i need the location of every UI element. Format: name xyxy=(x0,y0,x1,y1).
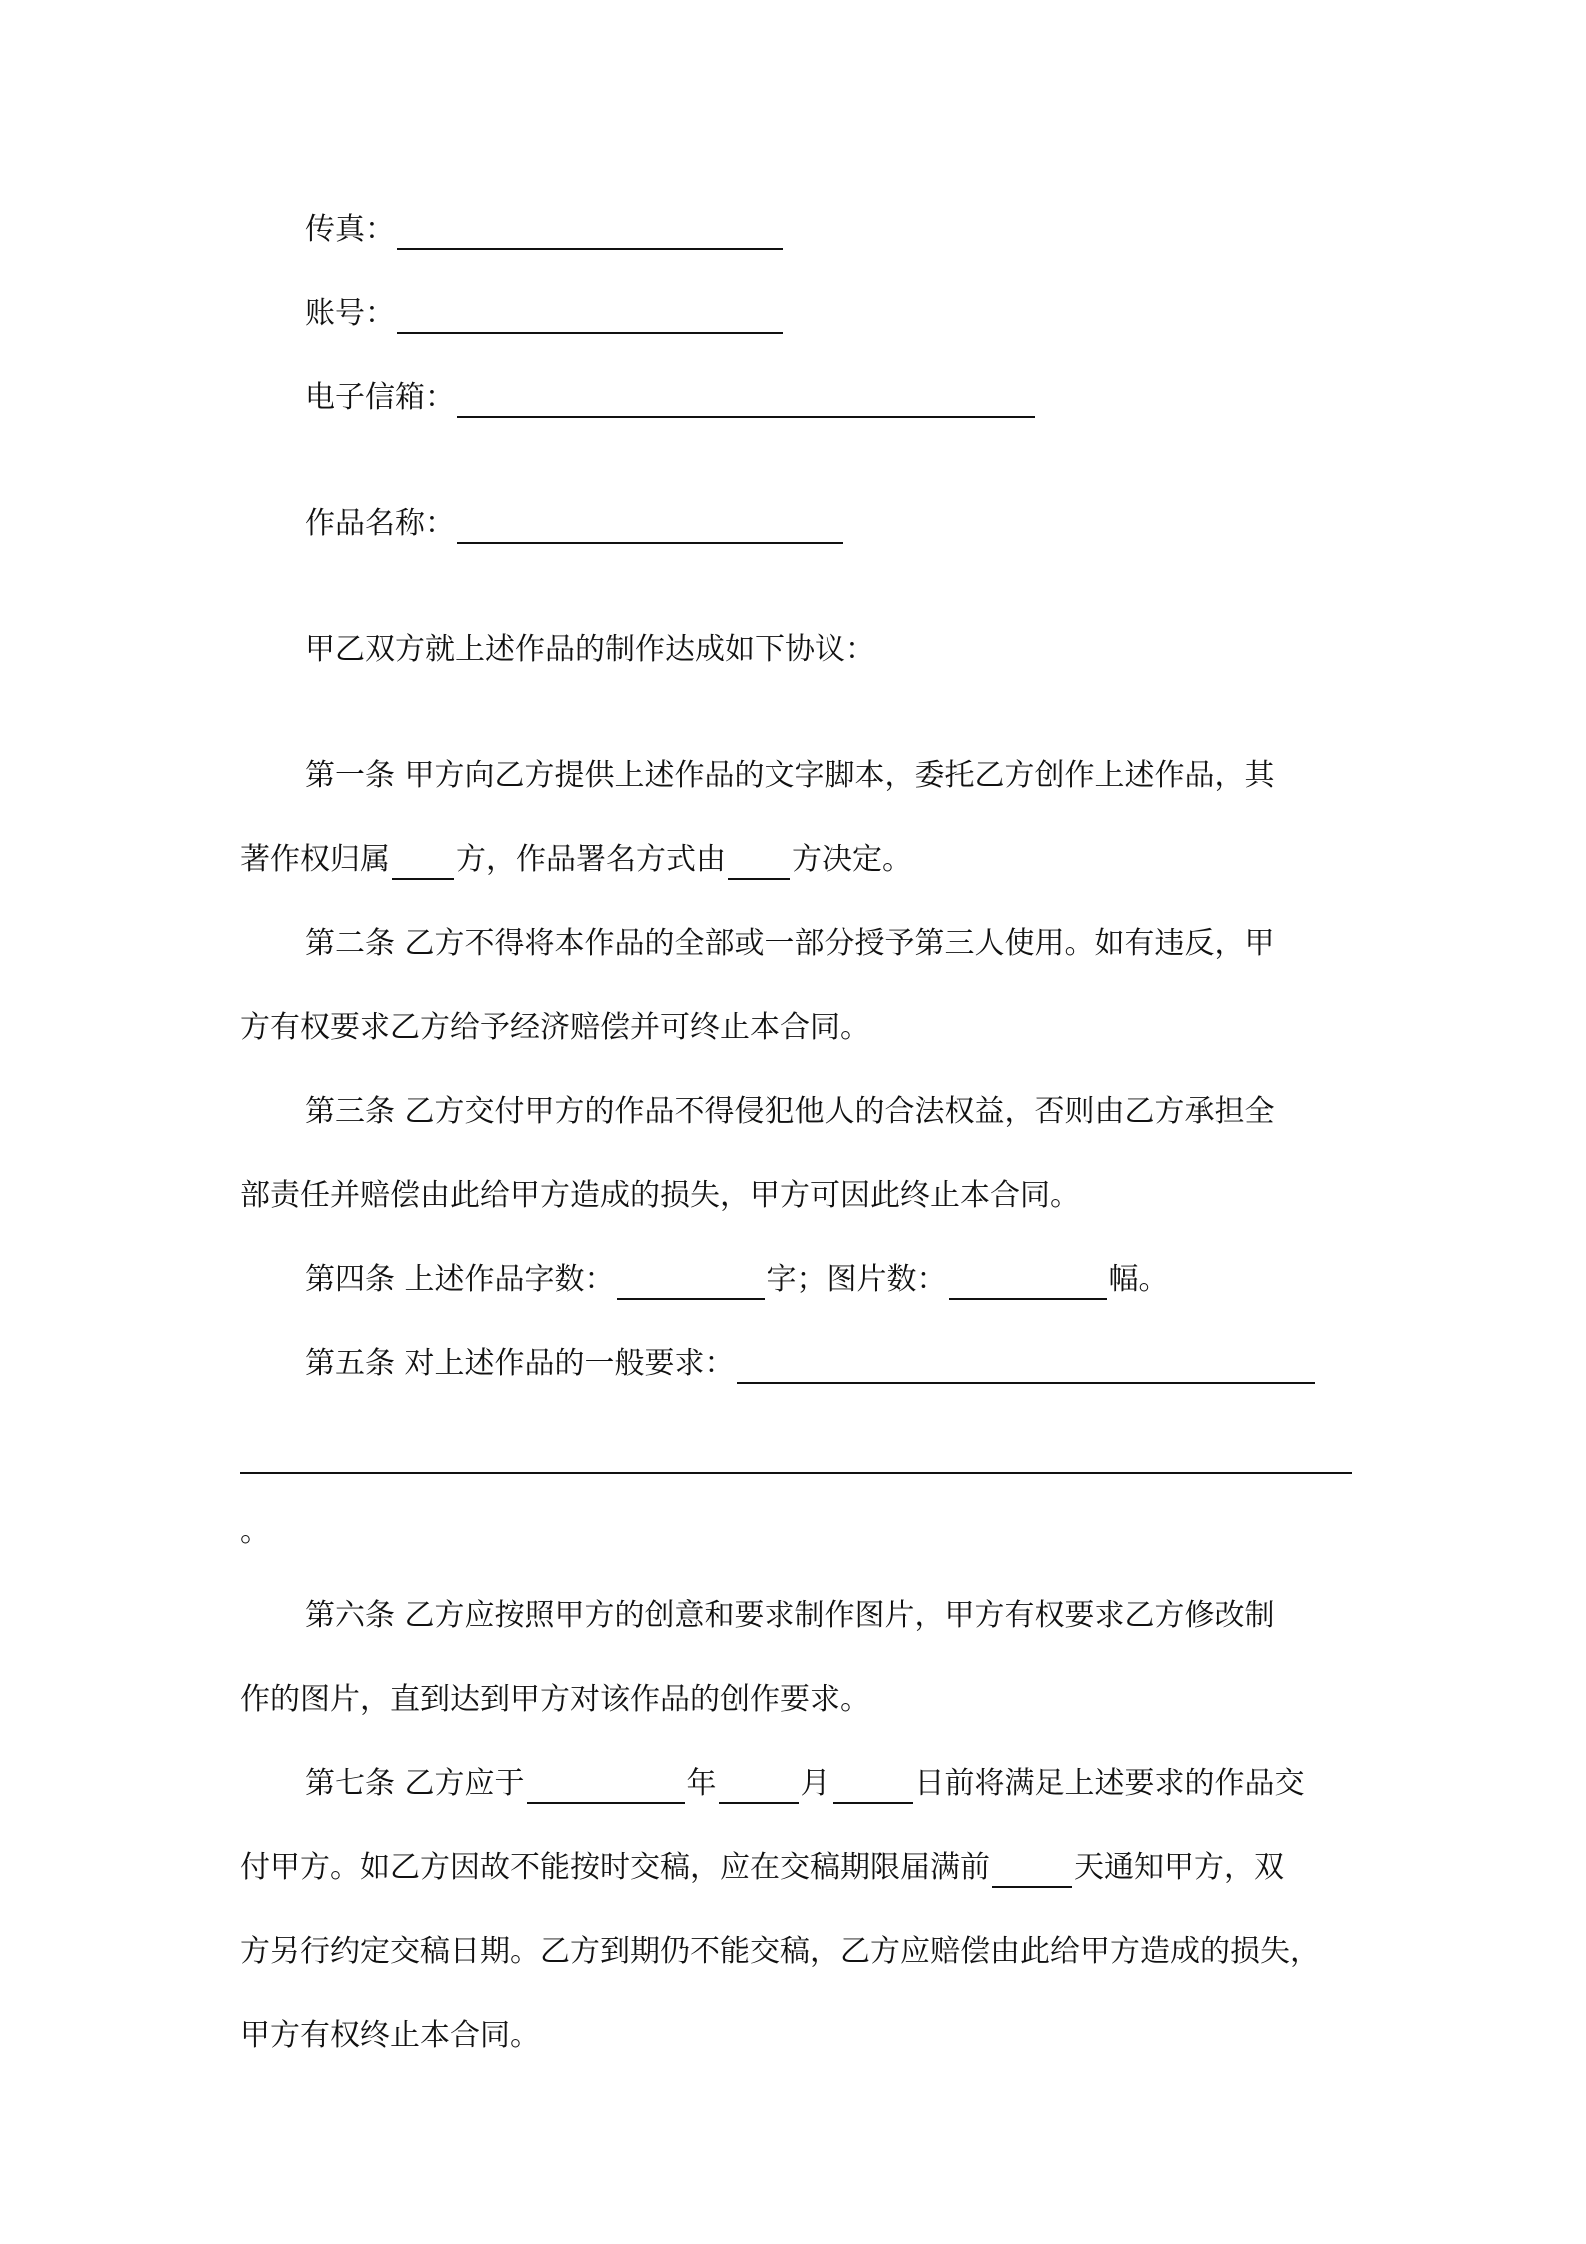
article-1-text-b: 方，作品署名方式由 xyxy=(456,842,726,877)
article-6-line-2: 作的图片，直到达到甲方对该作品的创作要求。 xyxy=(240,1682,870,1717)
article-2-line-1: 第二条 乙方不得将本作品的全部或一部分授予第三人使用。如有违反，甲 xyxy=(305,926,1275,961)
general-requirements-blank[interactable] xyxy=(737,1348,1315,1384)
article-5-end: 。 xyxy=(240,1514,270,1549)
article-7-line-3: 方另行约定交稿日期。乙方到期仍不能交稿，乙方应赔偿由此给甲方造成的损失， xyxy=(240,1934,1320,1969)
article-4-text-a: 第四条 上述作品字数： xyxy=(305,1262,615,1297)
article-3-line-1: 第三条 乙方交付甲方的作品不得侵犯他人的合法权益，否则由乙方承担全 xyxy=(305,1094,1275,1129)
delivery-day-blank[interactable] xyxy=(833,1768,913,1804)
account-field xyxy=(305,294,785,334)
fax-blank[interactable] xyxy=(397,214,783,250)
account-label: 账号： xyxy=(305,296,395,331)
article-1-text-a: 著作权归属 xyxy=(240,842,390,877)
article-1-line-2 xyxy=(240,840,912,880)
work-name-field xyxy=(305,504,845,544)
article-2-line-2: 方有权要求乙方给予经济赔偿并可终止本合同。 xyxy=(240,1010,870,1045)
fax-field xyxy=(305,210,785,250)
article-1-text-c: 方决定。 xyxy=(792,842,912,877)
article-1-line-1: 第一条 甲方向乙方提供上述作品的文字脚本，委托乙方创作上述作品，其 xyxy=(305,758,1275,793)
article-6-line-1: 第六条 乙方应按照甲方的创意和要求制作图片，甲方有权要求乙方修改制 xyxy=(305,1598,1275,1633)
email-label: 电子信箱： xyxy=(305,380,455,415)
general-requirements-blank-line-2[interactable] xyxy=(240,1472,1352,1474)
notice-days-blank[interactable] xyxy=(992,1852,1072,1888)
email-field xyxy=(305,378,1037,418)
article-7-text-e: 付甲方。如乙方因故不能按时交稿，应在交稿期限届满前 xyxy=(240,1850,990,1885)
article-4-line xyxy=(305,1260,1169,1300)
email-blank[interactable] xyxy=(457,382,1035,418)
fax-label: 传真： xyxy=(305,212,395,247)
article-7-text-month: 月 xyxy=(800,1766,831,1801)
article-4-text-b: 字；图片数： xyxy=(766,1262,947,1297)
article-7-line-4: 甲方有权终止本合同。 xyxy=(240,2018,540,2053)
intro-text: 甲乙双方就上述作品的制作达成如下协议： xyxy=(305,632,875,667)
article-5-line xyxy=(305,1344,1317,1384)
account-blank[interactable] xyxy=(397,298,783,334)
word-count-blank[interactable] xyxy=(617,1264,765,1300)
work-name-blank[interactable] xyxy=(457,508,843,544)
article-4-text-c: 幅。 xyxy=(1108,1262,1169,1297)
article-7-text-f: 天通知甲方，双 xyxy=(1074,1850,1284,1885)
article-7-line-1 xyxy=(305,1764,1305,1804)
delivery-month-blank[interactable] xyxy=(719,1768,799,1804)
attribution-decider-blank[interactable] xyxy=(728,844,790,880)
article-7-text-year: 年 xyxy=(686,1766,717,1801)
copyright-owner-blank[interactable] xyxy=(392,844,454,880)
delivery-year-blank[interactable] xyxy=(527,1768,685,1804)
article-5-text-a: 第五条 对上述作品的一般要求： xyxy=(305,1346,735,1381)
image-count-blank[interactable] xyxy=(949,1264,1107,1300)
article-3-line-2: 部责任并赔偿由此给甲方造成的损失，甲方可因此终止本合同。 xyxy=(240,1178,1080,1213)
work-name-label: 作品名称： xyxy=(305,506,455,541)
article-7-text-a: 第七条 乙方应于 xyxy=(305,1766,525,1801)
article-7-text-d: 日前将满足上述要求的作品交 xyxy=(914,1766,1305,1801)
article-7-line-2 xyxy=(240,1848,1284,1888)
